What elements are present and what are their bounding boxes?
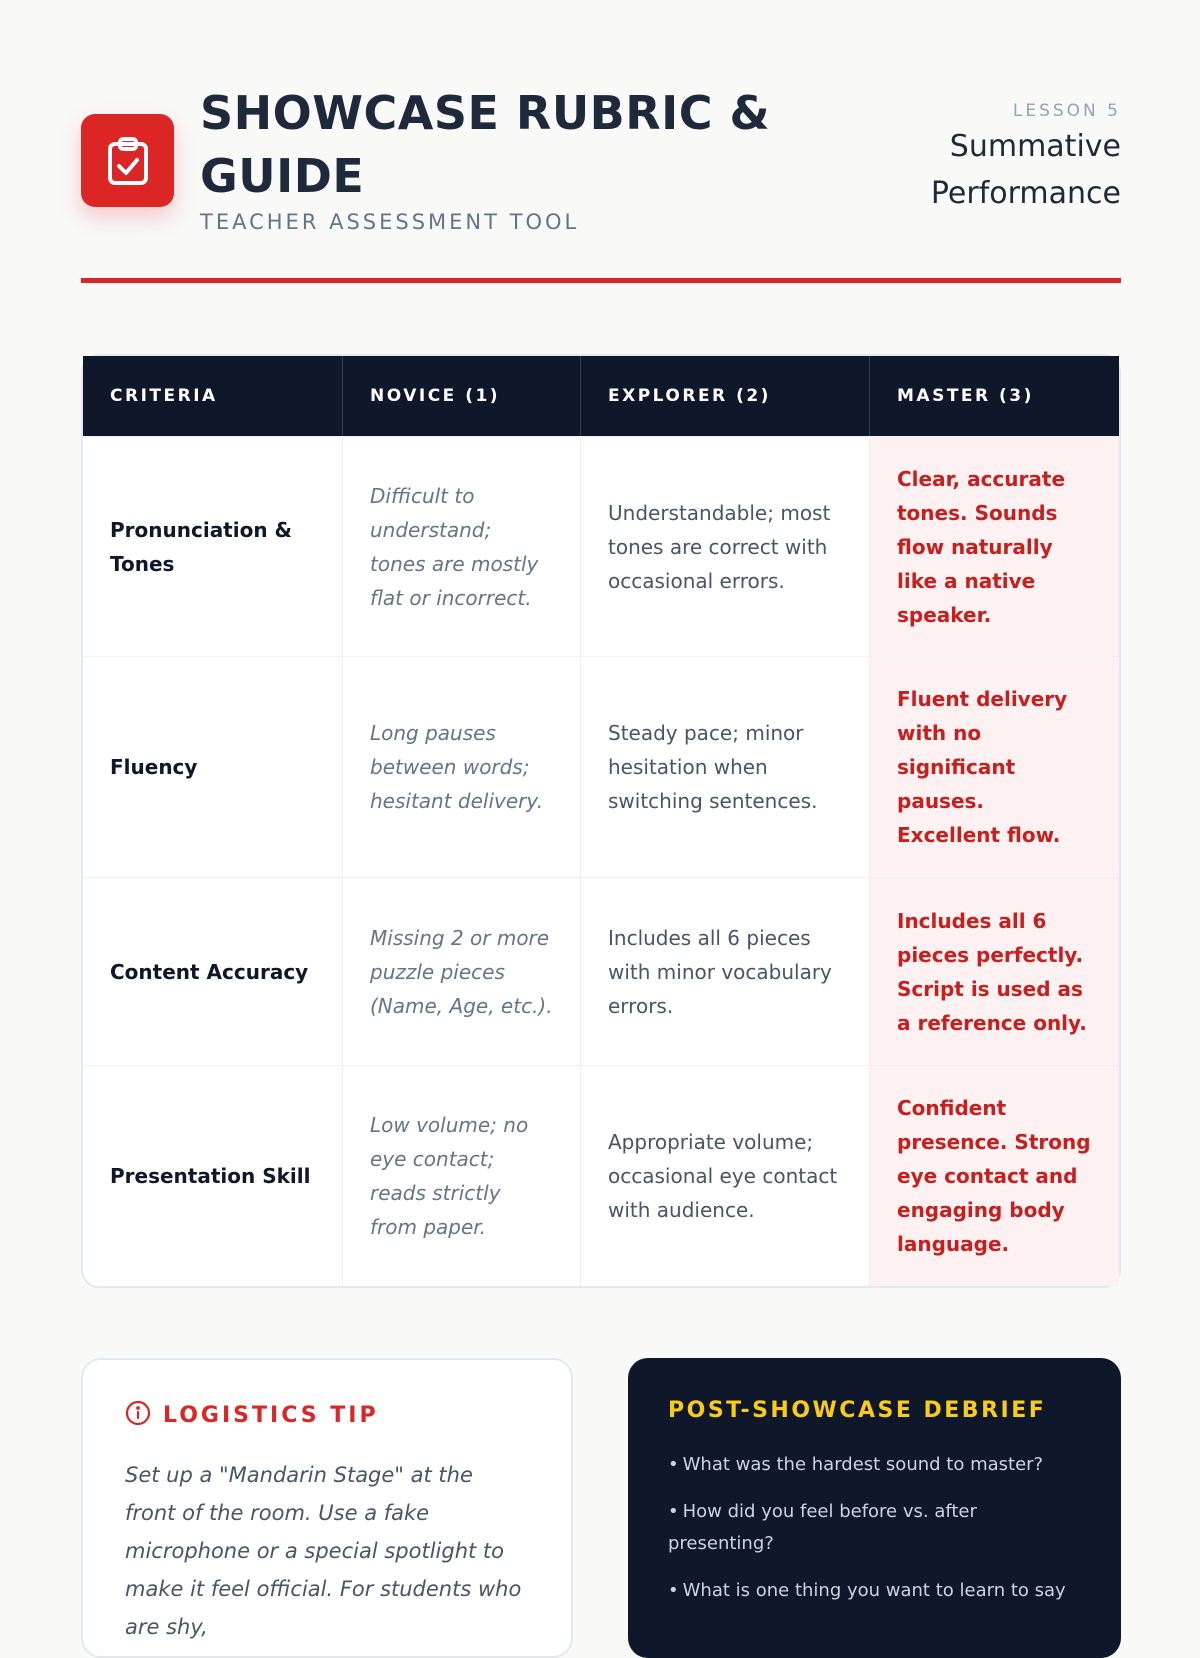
table-row bbox=[83, 656, 1119, 877]
novice-descriptor: Difficult to understand; tones are mostly flat or incorrect. bbox=[370, 483, 539, 610]
novice-descriptor: Low volume; no eye contact; reads strictly from paper. bbox=[370, 1113, 529, 1239]
table-header-row bbox=[83, 356, 1119, 436]
master-descriptor: Includes all 6 pieces perfectly. Script is used as a reference only. bbox=[897, 908, 1087, 1035]
page-title: SHOWCASE RUBRIC & GUIDE bbox=[200, 86, 771, 203]
novice-descriptor: Long pauses between words; hesitant delivery. bbox=[370, 721, 544, 813]
master-descriptor: Clear, accurate tones. Sounds flow naturally like a native speaker. bbox=[897, 466, 1066, 627]
criteria-label: Content Accuracy bbox=[110, 959, 309, 984]
lesson-title: Summative Performance bbox=[930, 129, 1121, 211]
table-row bbox=[83, 877, 1119, 1065]
explorer-descriptor: Steady pace; minor hesitation when switching sentences. bbox=[608, 721, 818, 813]
master-descriptor: Confident presence. Strong eye contact and engaging body language. bbox=[897, 1096, 1091, 1256]
explorer-descriptor: Includes all 6 pieces with minor vocabulary errors. bbox=[608, 925, 832, 1018]
table-row bbox=[83, 436, 1119, 656]
page-subtitle: TEACHER ASSESSMENT TOOL bbox=[200, 210, 580, 234]
list-item: • What is one thing you want to learn to say bbox=[668, 1580, 1066, 1601]
list-item: • How did you feel before vs. after presenting? bbox=[668, 1501, 977, 1554]
logistics-tip-text: Set up a "Mandarin Stage" at the front of the room. Use a fake microphone or a special spotlight to make it feel official. For students who are shy, bbox=[125, 1463, 522, 1639]
debrief-questions bbox=[668, 1449, 1081, 1607]
column-header-criteria: CRITERIA bbox=[83, 356, 343, 436]
rubric-table bbox=[81, 354, 1121, 1288]
debrief-title: POST-SHOWCASE DEBRIEF bbox=[668, 1398, 1047, 1423]
column-header-explorer: EXPLORER (2) bbox=[581, 356, 870, 436]
column-header-novice: NOVICE (1) bbox=[343, 356, 581, 436]
criteria-label: Pronunciation & Tones bbox=[110, 517, 292, 576]
info-circle-icon bbox=[125, 1400, 151, 1430]
header-divider bbox=[81, 278, 1121, 283]
header bbox=[81, 0, 1121, 285]
debrief-card bbox=[628, 1358, 1121, 1658]
column-header-master: MASTER (3) bbox=[897, 386, 1034, 406]
table-row bbox=[83, 1065, 1119, 1286]
clipboard-check-icon bbox=[81, 114, 174, 207]
explorer-descriptor: Understandable; most tones are correct with occasional errors. bbox=[608, 500, 831, 593]
explorer-descriptor: Appropriate volume; occasional eye contact with audience. bbox=[608, 1130, 838, 1222]
criteria-label: Fluency bbox=[110, 755, 198, 779]
logistics-tip-card bbox=[81, 1358, 573, 1658]
criteria-label: Presentation Skill bbox=[110, 1164, 311, 1188]
novice-descriptor: Missing 2 or more puzzle pieces (Name, Age, etc.). bbox=[370, 925, 553, 1018]
list-item: • What was the hardest sound to master? bbox=[668, 1454, 1044, 1475]
logistics-tip-title: LOGISTICS TIP bbox=[163, 1402, 379, 1428]
lesson-label: LESSON 5 bbox=[1012, 101, 1121, 121]
master-descriptor: Fluent delivery with no significant pauses. Excellent flow. bbox=[897, 687, 1068, 847]
lesson-info bbox=[891, 101, 1121, 217]
